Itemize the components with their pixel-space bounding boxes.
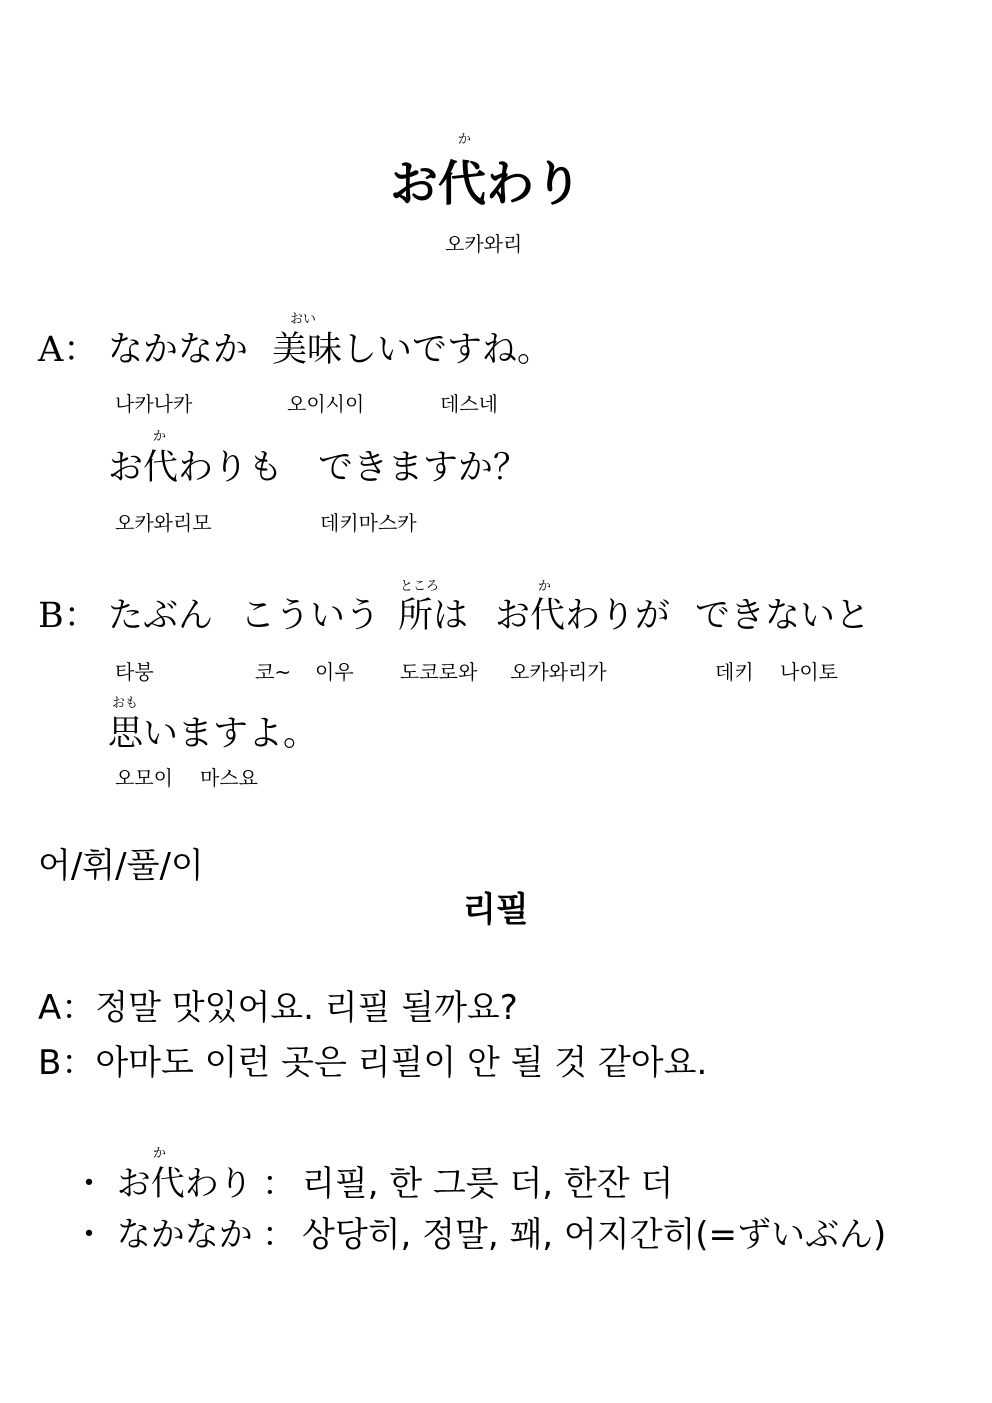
a-line2-text: お代わりも できますか？: [108, 448, 529, 488]
b-line1-seg2: こういう: [240, 596, 381, 636]
a-line1-reading-2: 오이시이: [287, 392, 365, 416]
bullet2-sep: ：: [262, 1215, 296, 1255]
translation-line-b: B：아마도 이런 곳은 리필이 안 될 것 같아요.: [38, 1043, 708, 1083]
b-line1-reading-4: 도코로와: [400, 660, 478, 684]
b-line2-furigana: おも: [112, 696, 139, 711]
a-line1-furigana: おい: [290, 312, 317, 327]
a-line1-seg2: 美味しいですね。: [272, 330, 553, 370]
b-line1-furigana-2: か: [538, 579, 552, 594]
b-line2-reading-1: 오모이: [115, 766, 173, 790]
a-line1-seg1: なかなか: [108, 330, 249, 370]
title-reading: 오카와리: [445, 232, 523, 256]
b-line1-reading-5: 오카와리가: [510, 660, 607, 684]
a-line2-reading-2: 데키마스카: [320, 511, 417, 535]
bullet1-sep: ：: [262, 1164, 296, 1204]
b-line1-seg5: できないと: [695, 596, 871, 636]
b-line2-reading-2: 마스요: [200, 766, 258, 790]
speaker-b-label: B：: [38, 596, 99, 636]
b-line1-seg1: たぶん: [108, 596, 214, 636]
bullet1-meaning: 리필, 한 그릇 더, 한잔 더: [302, 1164, 674, 1204]
title-furigana: か: [458, 132, 472, 147]
b-line1-furigana-1: ところ: [400, 579, 440, 594]
bullet1-furigana: か: [153, 1146, 167, 1161]
b-line1-reading-2: 코~: [255, 660, 292, 684]
speaker-a-label: A：: [38, 330, 99, 370]
b-line1-reading-7: 나이토: [780, 660, 838, 684]
a-line2-furigana: か: [153, 429, 167, 444]
b-line1-seg4: お代わりが: [495, 596, 671, 636]
b-line2-text: 思いますよ。: [108, 714, 319, 754]
b-line1-reading-1: 타붕: [115, 660, 154, 684]
a-line2-reading-1: 오카와리모: [115, 511, 212, 535]
b-line1-seg3: 所は: [398, 596, 469, 636]
a-line1-reading-3: 데스네: [440, 392, 498, 416]
bullet2-meaning: 상당히, 정말, 꽤, 어지간히(=ずいぶん): [302, 1215, 887, 1255]
a-line1-reading-1: 나카나카: [115, 392, 193, 416]
b-line1-reading-3: 이우: [315, 660, 354, 684]
vocab-heading: 어/휘/풀/이: [38, 846, 204, 886]
bullet2-term: ・ なかなか: [72, 1215, 253, 1255]
b-line1-reading-6: 데키: [715, 660, 754, 684]
translation-line-a: A：정말 맛있어요. 리필 될까요?: [38, 988, 518, 1028]
page-title: お代わり: [390, 156, 583, 212]
translation-title: 리필: [463, 890, 529, 930]
bullet1-term: ・ お代わり: [72, 1164, 253, 1204]
